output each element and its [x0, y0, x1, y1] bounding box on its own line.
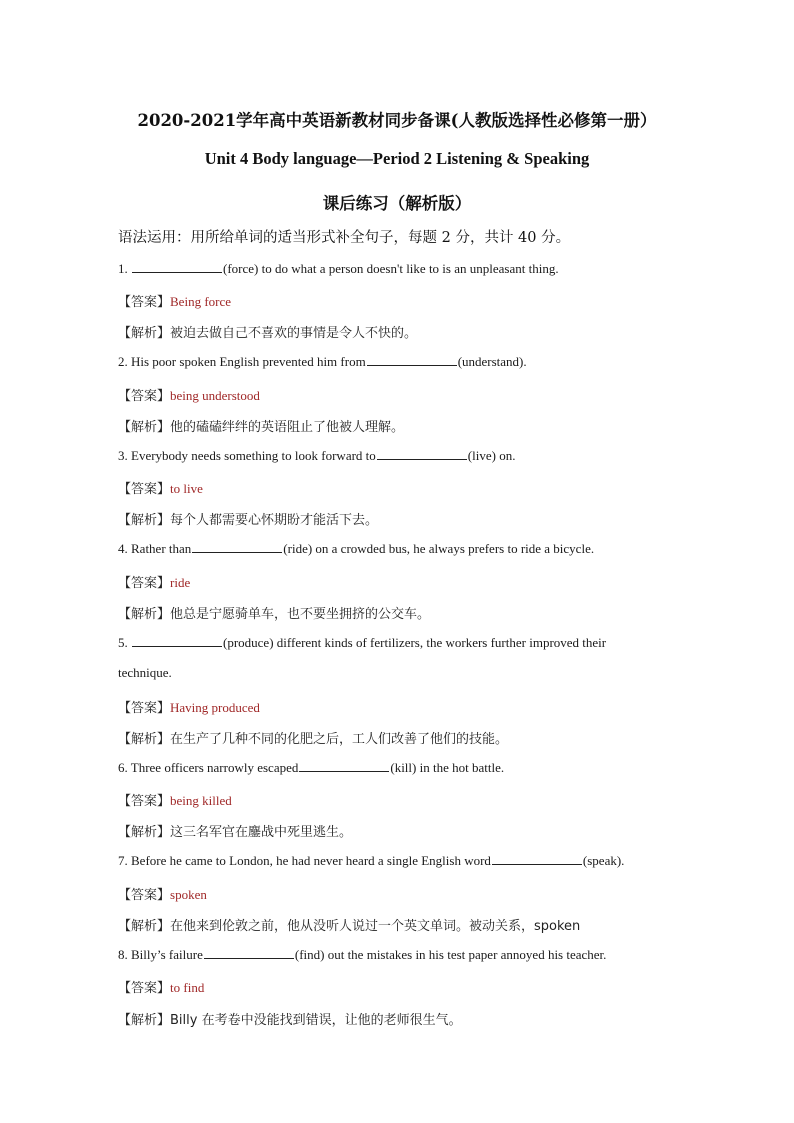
- exercise-instruction: 语法运用：用所给单词的适当形式补全句子，每题 2 分，共计 40 分。: [118, 230, 571, 246]
- answer-label: 【答案】: [118, 576, 171, 591]
- answer-blank: [367, 353, 457, 366]
- answer-5: [118, 697, 260, 716]
- explanation-4: [118, 603, 430, 622]
- question-text-pre: 3. Everybody needs something to look forward to: [118, 448, 376, 463]
- answer-blank: [299, 759, 389, 772]
- answer-text: being killed: [170, 793, 232, 808]
- question-text-post: (ride) on a crowded bus, he always prefers to ride a bicycle.: [283, 541, 595, 556]
- explanation-8: [118, 1009, 462, 1028]
- explanation-text: 被迫去做自己不喜欢的事情是令人不快的。: [170, 326, 418, 341]
- question-text-post: (understand).: [457, 354, 527, 369]
- answer-text: being understood: [170, 388, 260, 403]
- answer-6: [118, 790, 232, 809]
- explanation-5: [118, 728, 508, 747]
- answer-blank: [192, 540, 282, 553]
- question-text-post: (produce) different kinds of fertilizers, the workers further improved their: [223, 635, 607, 650]
- question-text-pre: 8. Billy’s failure: [118, 947, 203, 962]
- question-text-pre: 5.: [118, 635, 131, 650]
- question-1: [118, 260, 559, 277]
- explanation-text: Billy 在考卷中没能找到错误，让他的老师很生气。: [170, 1013, 462, 1028]
- question-text-pre: 7. Before he came to London, he had never heard a single English word: [118, 853, 491, 868]
- question-text-post: (live) on.: [467, 448, 516, 463]
- question-text-post: (kill) in the hot battle.: [390, 760, 505, 775]
- question-text-post: (speak).: [582, 853, 625, 868]
- question-7: [118, 852, 624, 869]
- answer-blank: [132, 634, 222, 647]
- explanation-3: [118, 509, 378, 528]
- answer-label: 【答案】: [118, 295, 171, 310]
- question-2: [118, 353, 527, 370]
- question-text-post: (find) out the mistakes in his test paper annoyed his teacher.: [294, 947, 607, 962]
- document-subtitle: Unit 4 Body language—Period 2 Listening & Speaking: [204, 149, 590, 168]
- explanation-7: [118, 915, 580, 934]
- explanation-label: 【解析】: [118, 825, 171, 840]
- answer-text: spoken: [170, 887, 207, 902]
- explanation-label: 【解析】: [118, 607, 171, 622]
- question-text-post: (force) to do what a person doesn't like to is an unpleasant thing.: [223, 261, 559, 276]
- question-5: [118, 634, 606, 651]
- explanation-1: [118, 322, 417, 341]
- question-text-post: technique.: [118, 665, 172, 680]
- explanation-label: 【解析】: [118, 1013, 171, 1028]
- answer-blank: [132, 260, 222, 273]
- document-title: 2020-2021学年高中英语新教材同步备课(人教版选择性必修第一册）: [137, 111, 657, 130]
- answer-label: 【答案】: [118, 794, 171, 809]
- explanation-label: 【解析】: [118, 420, 171, 435]
- answer-8: [118, 977, 204, 996]
- answer-text: Having produced: [170, 700, 260, 715]
- answer-label: 【答案】: [118, 389, 171, 404]
- question-text-pre: 6. Three officers narrowly escaped: [118, 760, 299, 775]
- answer-label: 【答案】: [118, 701, 171, 716]
- answer-blank: [377, 447, 467, 460]
- answer-text: Being force: [170, 294, 232, 309]
- explanation-label: 【解析】: [118, 919, 171, 934]
- question-text-pre: 4. Rather than: [118, 541, 192, 556]
- answer-4: [118, 572, 190, 591]
- answer-2: [118, 385, 260, 404]
- question-4: [118, 540, 594, 557]
- question-5-continued: [118, 665, 172, 681]
- answer-1: [118, 291, 231, 310]
- answer-text: ride: [170, 575, 191, 590]
- answer-7: [118, 884, 207, 903]
- explanation-text: 在生产了几种不同的化肥之后，工人们改善了他们的技能。: [170, 732, 509, 747]
- question-3: [118, 447, 515, 464]
- explanation-6: [118, 821, 352, 840]
- answer-text: to find: [170, 980, 205, 995]
- document-section-title: 课后练习（解析版）: [322, 194, 472, 213]
- explanation-label: 【解析】: [118, 732, 171, 747]
- question-6: [118, 759, 504, 776]
- explanation-text: 这三名军官在鏖战中死里逃生。: [170, 825, 353, 840]
- answer-3: [118, 478, 203, 497]
- answer-label: 【答案】: [118, 981, 171, 996]
- answer-blank: [492, 852, 582, 865]
- question-text-pre: 2. His poor spoken English prevented him from: [118, 354, 366, 369]
- answer-label: 【答案】: [118, 482, 171, 497]
- explanation-2: [118, 416, 404, 435]
- question-8: [118, 946, 606, 963]
- answer-text: to live: [170, 481, 203, 496]
- question-text-pre: 1.: [118, 261, 131, 276]
- explanation-text: 在他来到伦敦之前，他从没听人说过一个英文单词。被动关系，spoken: [170, 919, 581, 934]
- explanation-text: 他总是宁愿骑单车，也不要坐拥挤的公交车。: [170, 607, 431, 622]
- answer-label: 【答案】: [118, 888, 171, 903]
- explanation-label: 【解析】: [118, 513, 171, 528]
- explanation-label: 【解析】: [118, 326, 171, 341]
- explanation-text: 他的磕磕绊绊的英语阻止了他被人理解。: [170, 420, 405, 435]
- explanation-text: 每个人都需要心怀期盼才能活下去。: [170, 513, 379, 528]
- answer-blank: [204, 946, 294, 959]
